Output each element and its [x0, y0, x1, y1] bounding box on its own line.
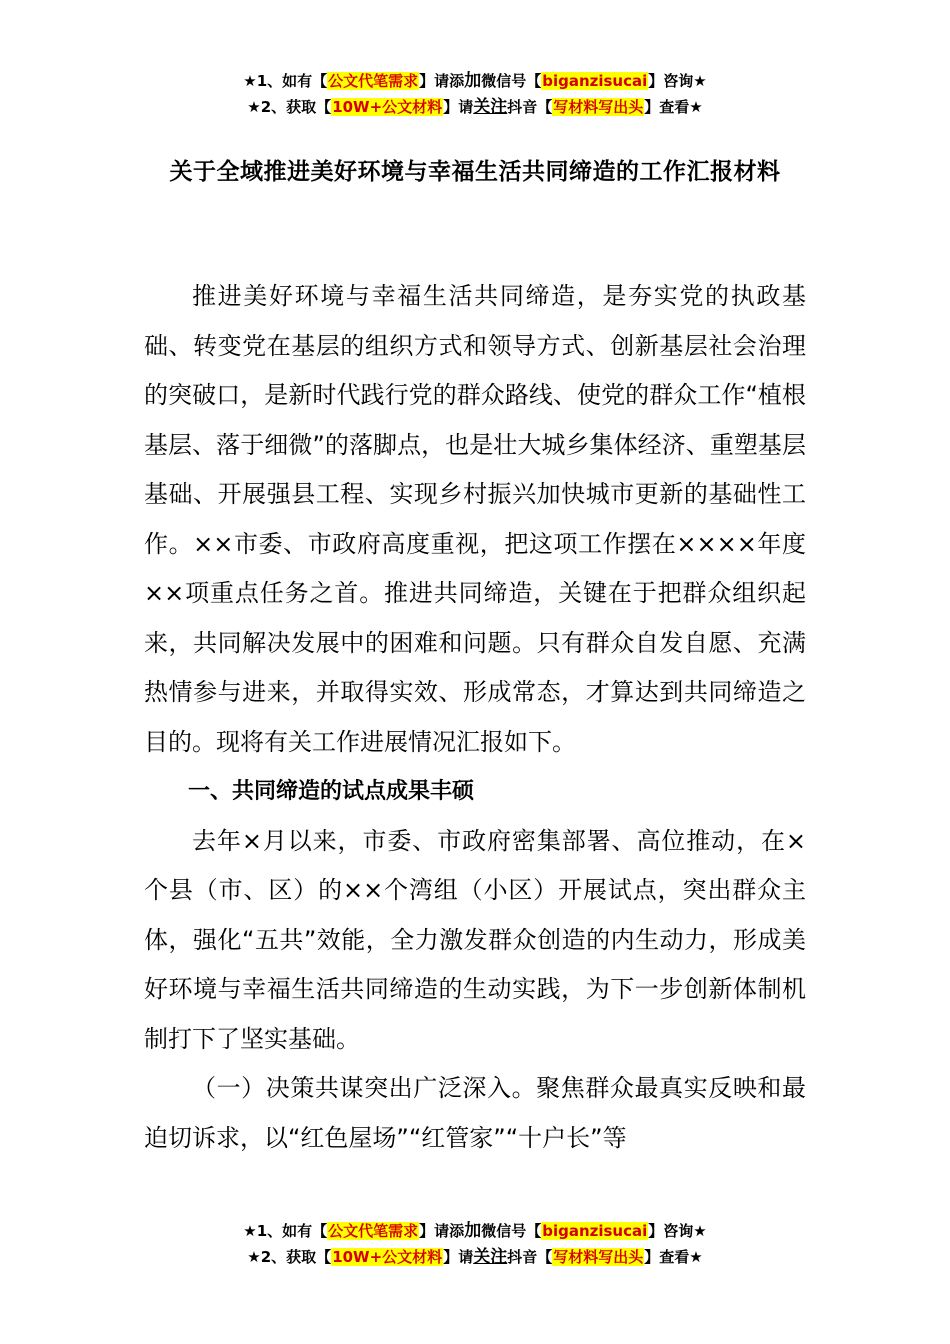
banner-wechat-id: biganzisucai [542, 1222, 648, 1240]
banner-line-2 [0, 1244, 950, 1270]
banner-text: 微信号【 [481, 72, 542, 90]
banner-text: 关注 [473, 1247, 508, 1267]
banner-text: ★1、如有【 [243, 72, 328, 90]
banner-line-2 [0, 94, 950, 120]
banner-text: 抖音【 [507, 98, 553, 116]
banner-text: 】请 [443, 98, 474, 116]
banner-text: 】请添 [419, 72, 465, 90]
banner-text: 】查看★ [644, 98, 703, 116]
banner-text: ★2、获取【 [247, 98, 332, 116]
banner-text: 抖音【 [507, 1248, 553, 1266]
banner-text: 加 [464, 71, 482, 91]
banner-text: 】咨询★ [648, 72, 707, 90]
banner-text: 微信号【 [481, 1222, 542, 1240]
banner-wechat-id: biganzisucai [542, 72, 648, 90]
footer-banner [0, 1218, 950, 1270]
banner-text: 】咨询★ [648, 1222, 707, 1240]
section-heading: 一、共同缔造的试点成果丰硕 [188, 779, 475, 804]
banner-highlight: 写材料写出头 [553, 98, 644, 116]
document-body [144, 272, 806, 1163]
banner-text: 关注 [473, 97, 508, 117]
banner-text: ★1、如有【 [243, 1222, 328, 1240]
banner-highlight: 公文代笔需求 [328, 1222, 419, 1240]
banner-highlight: 写材料写出头 [553, 1248, 644, 1266]
banner-highlight: 10W+公文材料 [332, 1248, 443, 1266]
banner-text: 加 [464, 1221, 482, 1241]
banner-text: 】请添 [419, 1222, 465, 1240]
banner-text: 】查看★ [644, 1248, 703, 1266]
banner-line-1 [0, 1218, 950, 1244]
banner-highlight: 公文代笔需求 [328, 72, 419, 90]
banner-line-1 [0, 68, 950, 94]
document-title: 关于全域推进美好环境与幸福生活共同缔造的工作汇报材料 [169, 159, 781, 185]
banner-text: ★2、获取【 [247, 1248, 332, 1266]
header-banner [0, 68, 950, 120]
banner-text: 】请 [443, 1248, 474, 1266]
intro-paragraph: 推进美好环境与幸福生活共同缔造，是夯实党的执政基础、转变党在基层的组织方式和领导方式、创新基层社会治理的突破口，是新时代践行党的群众路线、使党的群众工作“植根基层、落于细微”的落脚点，也是壮大城乡集体经济、重塑基层基础、开展强县工程、实现乡村振兴加快城市更新的基础性工作。××市委、市政府高度重视，把这项工作摆在××××年度××项重点任务之首。推进共同缔造，关键在于把群众组织起来，共同解决发展中的困难和问题。只有群众自发自愿、充满热情参与进来，并取得实效、形成常态，才算达到共同缔造之目的。现将有关工作进展情况汇报如下。 [144, 282, 806, 756]
subsection-paragraph: （一）决策共谋突出广泛深入。聚焦群众最真实反映和最迫切诉求，以“红色屋场”“红管家”“十户长”等 [144, 1074, 806, 1152]
section-paragraph: 去年×月以来，市委、市政府密集部署、高位推动，在×个县（市、区）的××个湾组（小区）开展试点，突出群众主体，强化“五共”效能，全力激发群众创造的内生动力，形成美好环境与幸福生活共同缔造的生动实践，为下一步创新体制机制打下了坚实基础。 [144, 826, 806, 1053]
banner-highlight: 10W+公文材料 [332, 98, 443, 116]
